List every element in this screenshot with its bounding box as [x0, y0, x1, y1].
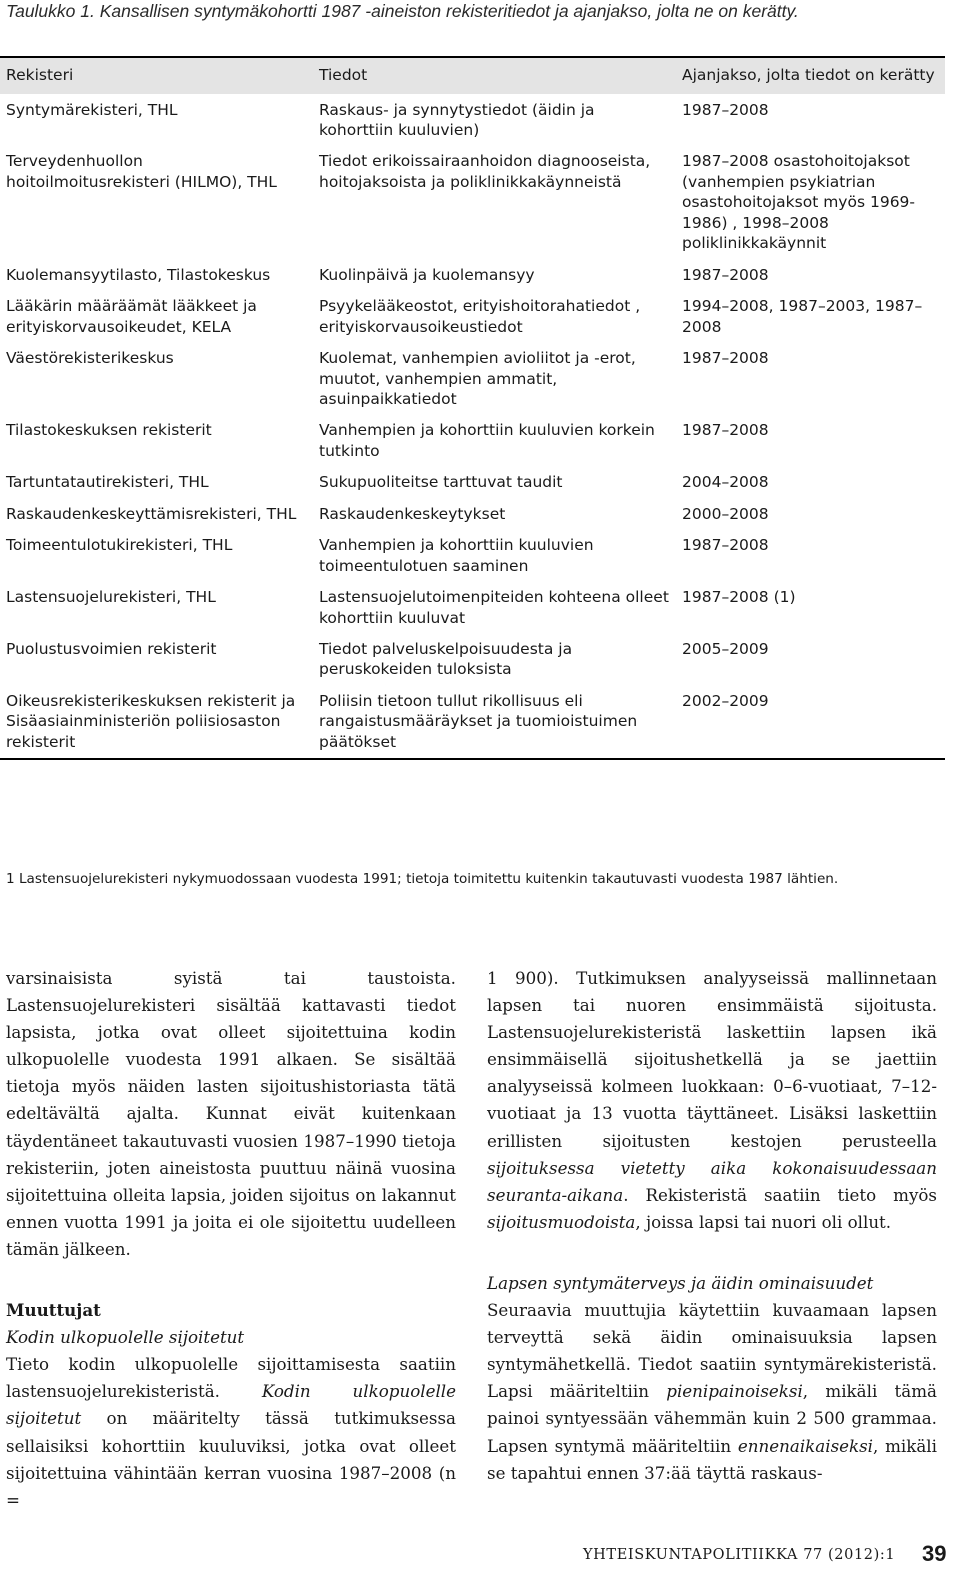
- body-text: , mikäli se tapahtui ennen 37:ää täyttä raskaus-: [487, 1435, 937, 1483]
- table-caption: Taulukko 1. Kansallisen syntymäkohortti 1987 -aineiston rekisteritiedot ja ajanjakso, jolta ne on kerätty.: [6, 1, 799, 21]
- page-number: 39: [922, 1541, 947, 1566]
- body-text: , mikäli tämä painoi syntyessään vähemmän kuin 2 500 grammaa. Lapsen syntymä määriteltiin: [487, 1381, 937, 1456]
- table-cell-data: Lastensuojelutoimenpiteiden kohteena olleet kohorttiin kuuluvat: [319, 588, 669, 627]
- table-row: [0, 584, 945, 636]
- body-text: on määritelty tässä tutkimuksessa sellaisiksi kohorttiin kuuluviksi, jotka ovat olleet sijoitettuina vähintään kerran vuosina 1987–2008 (n =: [6, 1408, 456, 1510]
- table-cell-period: 1987–2008: [682, 265, 769, 284]
- paragraph-gap: [487, 1236, 937, 1270]
- body-text: Tieto kodin ulkopuolelle sijoittamisesta saatiin lastensuojelurekisteristä.: [6, 1354, 456, 1402]
- table-cell-data: Poliisin tietoon tullut rikollisuus eli rangaistusmääräykset ja tuomioistuimen päätökset: [313, 687, 676, 759]
- table-cell-data: Raskaus- ja synnytystiedot (äidin ja kohorttiin kuuluvien): [319, 100, 595, 139]
- header-cell-data: Tiedot: [313, 57, 676, 94]
- table-row: [0, 500, 945, 531]
- table-row: [0, 635, 945, 687]
- emphasis-text: ennenaikaiseksi: [737, 1435, 874, 1456]
- table-row: [0, 417, 945, 469]
- table-row: [0, 94, 945, 148]
- table-cell-register: Tilastokeskuksen rekisterit: [6, 421, 212, 440]
- table-row: [0, 148, 945, 261]
- table-cell-period: 1994–2008, 1987–2003, 1987–2008: [682, 297, 923, 336]
- table-cell-period: 1987–2008 osastohoitojaksot (vanhempien psykiatrian osastohoitojaksot myös 1969-1986) , 1998–2008 poliklinikkakäynnit: [682, 152, 916, 253]
- table-footnote: 1 Lastensuojelurekisteri nykymuodossaan vuodesta 1991; tietoja toimitettu kuitenkin takautuvasti vuodesta 1987 lähtien.: [6, 871, 839, 887]
- table-cell-period: 1987–2008: [682, 421, 769, 440]
- body-paragraph: [6, 1351, 456, 1514]
- table-cell-data: Raskaudenkeskeytykset: [319, 504, 506, 523]
- table-header: [0, 57, 945, 94]
- table-cell-data: Tiedot erikoissairaanhoidon diagnooseista, hoitojaksoista ja poliklinikkakäynneistä: [319, 152, 651, 191]
- body-column-left: [6, 965, 456, 1514]
- table-cell-period: 1987–2008: [682, 100, 769, 119]
- table-cell-data: Tiedot palveluskelpoisuudesta ja peruskokeiden tuloksista: [319, 639, 573, 679]
- table-cell-register: Kuolemansyytilasto, Tilastokeskus: [6, 265, 271, 284]
- body-paragraph: varsinaisista syistä tai taustoista. Lastensuojelurekisteri sisältää kattavasti tiedot lapsista, jotka ovat olleet sijoitettuina kodin ulkopuolelle vuodesta 1991 alkaen. Se sisältää tietoja myös näiden lasten sijoitushistoriasta tätä edeltävältä ajalta. Kunnat eivät kuitenkaan täydentäneet takautuvasti vuosien 1987–1990 tietoja rekisteriin, joten aineistosta puuttuu näinä vuosina sijoitettuina olleita lapsia, joiden sijoitus on lakannut ennen vuotta 1991 ja joita ei ole sijoitettu uudelleen tämän jälkeen.: [6, 968, 456, 1259]
- table-cell-register: Tartuntatautirekisteri, THL: [6, 473, 209, 492]
- table-cell-register: Väestörekisterikeskus: [6, 349, 174, 368]
- body-text: . Rekisteristä saatiin tieto myös: [623, 1184, 937, 1205]
- table-cell-register: Terveydenhuollon hoitoilmoitusrekisteri (HILMO), THL: [6, 152, 277, 191]
- emphasis-text: pienipainoiseksi: [666, 1381, 803, 1402]
- table-cell-data: Kuolemat, vanhempien avioliitot ja -erot, muutot, vanhempien ammatit, asuinpaikkatiedot: [319, 349, 636, 409]
- body-text: , joissa lapsi tai nuori oli ollut.: [635, 1211, 892, 1232]
- subsection-heading: Lapsen syntymäterveys ja äidin ominaisuudet: [487, 1272, 874, 1293]
- table-cell-register: Lääkärin määräämät lääkkeet ja erityiskorvausoikeudet, KELA: [6, 297, 257, 336]
- table-cell-period: 1987–2008 (1): [682, 588, 796, 607]
- table-cell-period: 2000–2008: [682, 504, 769, 523]
- body-text: 1 900). Tutkimuksen analyyseissä mallinnetaan lapsen tai nuoren ensimmäistä sijoitusta. Lastensuojelurekisteristä laskettiin lapsen ikä ensimmäisellä sijoitushetkellä ja se jaettiin analyyseissä kolmeen luokkaan: 0–6-vuotiaat, 7–12-vuotiaat ja 13 vuotta täyttäneet. Lisäksi laskettiin erillisten sijoitusten kestojen perusteella: [487, 968, 937, 1151]
- emphasis-text: sijoituksessa vietetty aika kokonaisuudessaan seuranta-aikana: [487, 1157, 937, 1205]
- table-row: [0, 345, 945, 417]
- table-cell-register: Syntymärekisteri, THL: [6, 100, 178, 119]
- emphasis-text: sijoitusmuodoista: [487, 1211, 636, 1232]
- table-cell-data: Kuolinpäivä ja kuolemansyy: [319, 265, 535, 284]
- register-table: [0, 56, 945, 760]
- running-footer: YHTEISKUNTAPOLITIIKKA 77 (2012):1: [583, 1547, 896, 1563]
- table-cell-period: 2004–2008: [682, 473, 769, 492]
- table-body: [0, 94, 945, 760]
- body-column-right: [487, 965, 937, 1487]
- body-text: Seuraavia muuttujia käytettiin kuvaamaan lapsen terveyttä sekä äidin ominaisuuksia lapsen syntymähetkellä. Tiedot saatiin syntymärekisteristä. Lapsi määriteltiin: [487, 1300, 937, 1402]
- body-paragraph: [487, 1297, 937, 1487]
- table-cell-data: Vanhempien ja kohorttiin kuuluvien korkein tutkinto: [319, 421, 655, 460]
- header-cell-register: Rekisteri: [0, 57, 313, 94]
- header-row: [0, 57, 945, 94]
- table-cell-data: Sukupuoliteitse tarttuvat taudit: [319, 473, 563, 492]
- table-cell-data: Vanhempien ja kohorttiin kuuluvien toimeentulotuen saaminen: [319, 536, 594, 575]
- table-row: [0, 687, 945, 759]
- table-cell-register: Toimeentulotukirekisteri, THL: [6, 536, 233, 555]
- table-row: [0, 469, 945, 500]
- table-cell-register: Raskaudenkeskeyttämisrekisteri, THL: [6, 504, 297, 523]
- table-cell-period: 1987–2008: [682, 536, 769, 555]
- table-cell-period: 2005–2009: [682, 639, 769, 658]
- header-cell-period: Ajanjakso, jolta tiedot on kerätty: [676, 57, 945, 94]
- emphasis-text: Kodin ulkopuolelle sijoitetut: [6, 1381, 457, 1429]
- table-cell-period: 1987–2008: [682, 349, 769, 368]
- table-row: [0, 293, 945, 345]
- table-cell-register: Oikeusrekisterikeskuksen rekisterit ja Sisäasiainministeriön poliisiosaston rekisterit: [0, 687, 313, 759]
- subsection-heading: Kodin ulkopuolelle sijoitetut: [6, 1327, 245, 1348]
- paragraph-gap: [6, 1263, 456, 1297]
- table-cell-data: Psyykelääkeostot, erityishoitorahatiedot , erityiskorvausoikeustiedot: [319, 297, 641, 336]
- body-paragraph: [487, 965, 937, 1236]
- table-cell-register: Puolustusvoimien rekisterit: [6, 639, 217, 658]
- section-heading: Muuttujat: [6, 1300, 101, 1321]
- table-row: [0, 532, 945, 584]
- table-row: [0, 261, 945, 292]
- register-table-wrapper: [0, 56, 945, 760]
- table-cell-period: 2002–2009: [676, 687, 945, 759]
- table-cell-register: Lastensuojelurekisteri, THL: [6, 588, 216, 607]
